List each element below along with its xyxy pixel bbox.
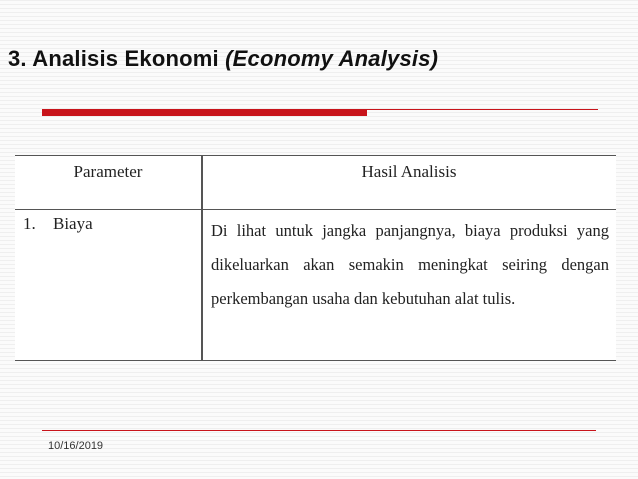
title-accent-line: [367, 109, 598, 110]
slide-title: [8, 46, 438, 72]
footer-date: 10/16/2019: [48, 440, 104, 452]
row-number: 1.: [23, 214, 36, 233]
slide-title-main: 3. Analisis Ekonomi: [8, 46, 226, 71]
header-parameter: Parameter: [73, 162, 143, 181]
footer-divider: [42, 430, 596, 431]
header-hasil-analisis: Hasil Analisis: [361, 162, 457, 181]
row-result: Di lihat untuk jangka panjangnya, biaya produksi yang dikeluarkan akan semakin meningkat seiring dengan perkembangan usaha dan kebutuhan alat tulis.: [211, 221, 609, 308]
column-divider: [201, 156, 203, 360]
table-header-row: [15, 156, 616, 210]
row-parameter: Biaya: [53, 214, 93, 233]
analysis-table: [15, 155, 616, 361]
slide-title-english: (Economy Analysis): [225, 46, 439, 71]
title-accent-bar: [42, 109, 367, 116]
